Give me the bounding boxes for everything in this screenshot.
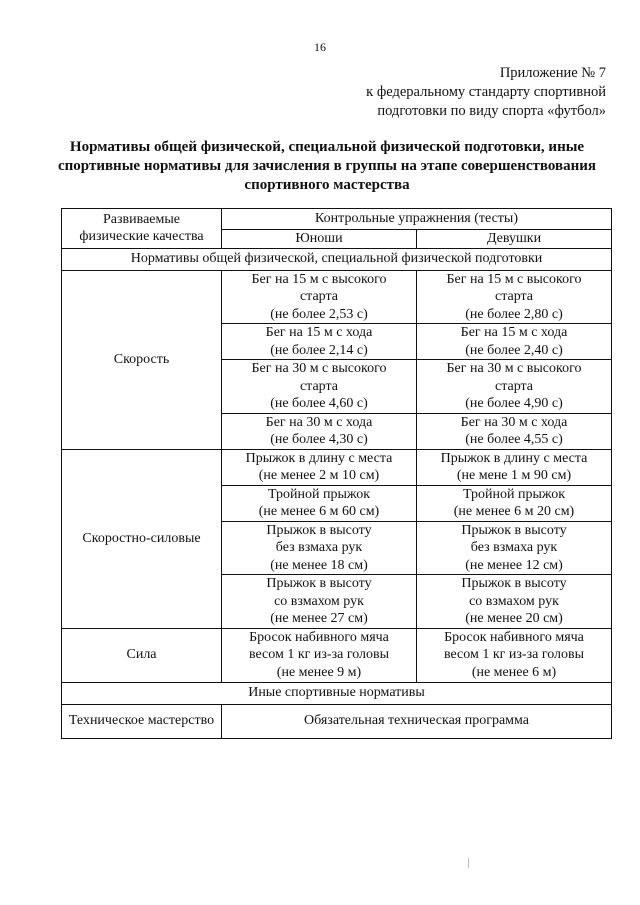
group-strength [62, 628, 612, 682]
title-line: спортивные нормативы для зачисления в группы на этапе совершенствования [58, 158, 596, 174]
boys-norm-cell [222, 270, 417, 324]
header-boys: Юноши [222, 230, 417, 249]
norm-line: весом 1 кг из-за головы [248, 647, 390, 663]
norm-row [62, 449, 612, 485]
quality-label: Сила [62, 628, 222, 682]
norm-line: Прыжок в длину с места [440, 450, 588, 466]
norm-line: (не менее 20 см) [465, 611, 563, 626]
norm-line: со взмахом рук [469, 593, 559, 609]
header-qualities-line: физические качества [79, 229, 204, 245]
norm-row [62, 270, 612, 324]
girls-norm-cell [417, 324, 612, 360]
group-speed-strength [62, 449, 612, 628]
appendix-line: подготовки по виду спорта «футбол» [377, 103, 606, 119]
girls-norm-cell [417, 413, 612, 449]
header-girls: Девушки [417, 230, 612, 249]
norm-line: (не менее 6 м) [471, 664, 557, 680]
girls-norm-cell [417, 575, 612, 629]
norm-line: (не менее 12 см) [465, 557, 563, 573]
girls-norm-cell [417, 521, 612, 575]
norm-line: Бег на 30 м с хода [460, 414, 568, 430]
group-speed [62, 270, 612, 449]
norm-line: (не более 4,30 с) [270, 432, 368, 447]
document-title [40, 138, 614, 195]
section-general-heading: Нормативы общей физической, специальной физической подготовки [62, 248, 612, 270]
appendix-line: к федеральному стандарту спортивной [366, 84, 606, 100]
norm-line: (не менее 27 см) [270, 611, 368, 626]
norm-line: (не мене 1 м 90 см) [456, 468, 572, 483]
norm-line: без взмаха рук [470, 540, 558, 555]
boys-norm-cell [222, 413, 417, 449]
boys-norm-cell [222, 360, 417, 414]
norm-line: (не более 4,90 с) [465, 396, 563, 411]
girls-norm-cell [417, 270, 612, 324]
norm-line: Бросок набивного мяча [444, 629, 584, 645]
norm-line: (не более 4,55 с) [465, 432, 563, 447]
norm-line: Прыжок в высоту [461, 576, 567, 591]
norm-line: весом 1 кг из-за головы [443, 647, 585, 663]
header-qualities [62, 209, 222, 249]
norm-line: (не более 2,14 с) [270, 342, 368, 358]
norm-line: Бросок набивного мяча [249, 629, 389, 645]
norm-line: Бег на 30 м с высокого [251, 361, 387, 376]
girls-norm-cell [417, 485, 612, 521]
norm-line: Тройной прыжок [267, 486, 371, 502]
quality-label: Скорость [62, 270, 222, 449]
scan-mark [468, 858, 469, 868]
norm-line: (не менее 6 м 20 см) [453, 504, 575, 519]
technical-label: Техническое мастерство [62, 704, 222, 738]
norm-line: Прыжок в длину с места [245, 450, 393, 466]
norm-line: старта [299, 378, 339, 394]
header-qualities-line: Развиваемые [103, 211, 180, 227]
norm-line: (не менее 9 м) [276, 664, 362, 680]
norm-line: старта [494, 378, 534, 394]
norm-row [62, 628, 612, 682]
norm-line: (не более 2,40 с) [465, 342, 563, 358]
boys-norm-cell [222, 521, 417, 575]
girls-norm-cell [417, 360, 612, 414]
norm-line: (не более 2,80 с) [465, 306, 563, 322]
boys-norm-cell [222, 324, 417, 360]
boys-norm-cell [222, 575, 417, 629]
norm-line: (не менее 18 см) [270, 557, 368, 573]
appendix-line: Приложение № 7 [499, 65, 606, 81]
girls-norm-cell [417, 628, 612, 682]
norm-line: со взмахом рук [274, 593, 364, 609]
technical-value: Обязательная техническая программа [222, 704, 612, 738]
boys-norm-cell [222, 449, 417, 485]
norm-line: Бег на 30 м с хода [265, 414, 373, 430]
section-other-heading: Иные спортивные нормативы [62, 682, 612, 704]
norm-line: (не менее 6 м 60 см) [258, 504, 380, 519]
quality-label: Скоростно-силовые [62, 449, 222, 628]
norm-line: старта [299, 289, 339, 304]
girls-norm-cell [417, 449, 612, 485]
boys-norm-cell [222, 628, 417, 682]
norm-line: Тройной прыжок [462, 486, 566, 502]
appendix-block [366, 64, 606, 121]
norm-line: без взмаха рук [275, 540, 363, 555]
norm-line: Бег на 15 м с высокого [251, 271, 387, 287]
norm-line: Прыжок в высоту [266, 522, 372, 538]
norm-line: (не более 2,53 с) [270, 306, 368, 322]
page-number: 16 [314, 40, 326, 54]
norm-line: Бег на 15 м с хода [460, 325, 568, 340]
norm-line: Бег на 15 м с хода [265, 325, 373, 340]
norm-line: Бег на 30 м с высокого [446, 361, 582, 376]
header-tests: Контрольные упражнения (тесты) [222, 209, 612, 230]
norm-line: (не более 4,60 с) [270, 396, 368, 411]
norm-line: Бег на 15 м с высокого [446, 271, 582, 287]
norms-table [61, 208, 612, 739]
norm-line: Прыжок в высоту [266, 576, 372, 591]
norm-line: Прыжок в высоту [461, 522, 567, 538]
norm-line: (не менее 2 м 10 см) [258, 468, 380, 483]
norm-line: старта [494, 289, 534, 304]
title-line: спортивного мастерства [244, 177, 410, 193]
boys-norm-cell [222, 485, 417, 521]
title-line: Нормативы общей физической, специальной физической подготовки, иные [69, 139, 585, 155]
